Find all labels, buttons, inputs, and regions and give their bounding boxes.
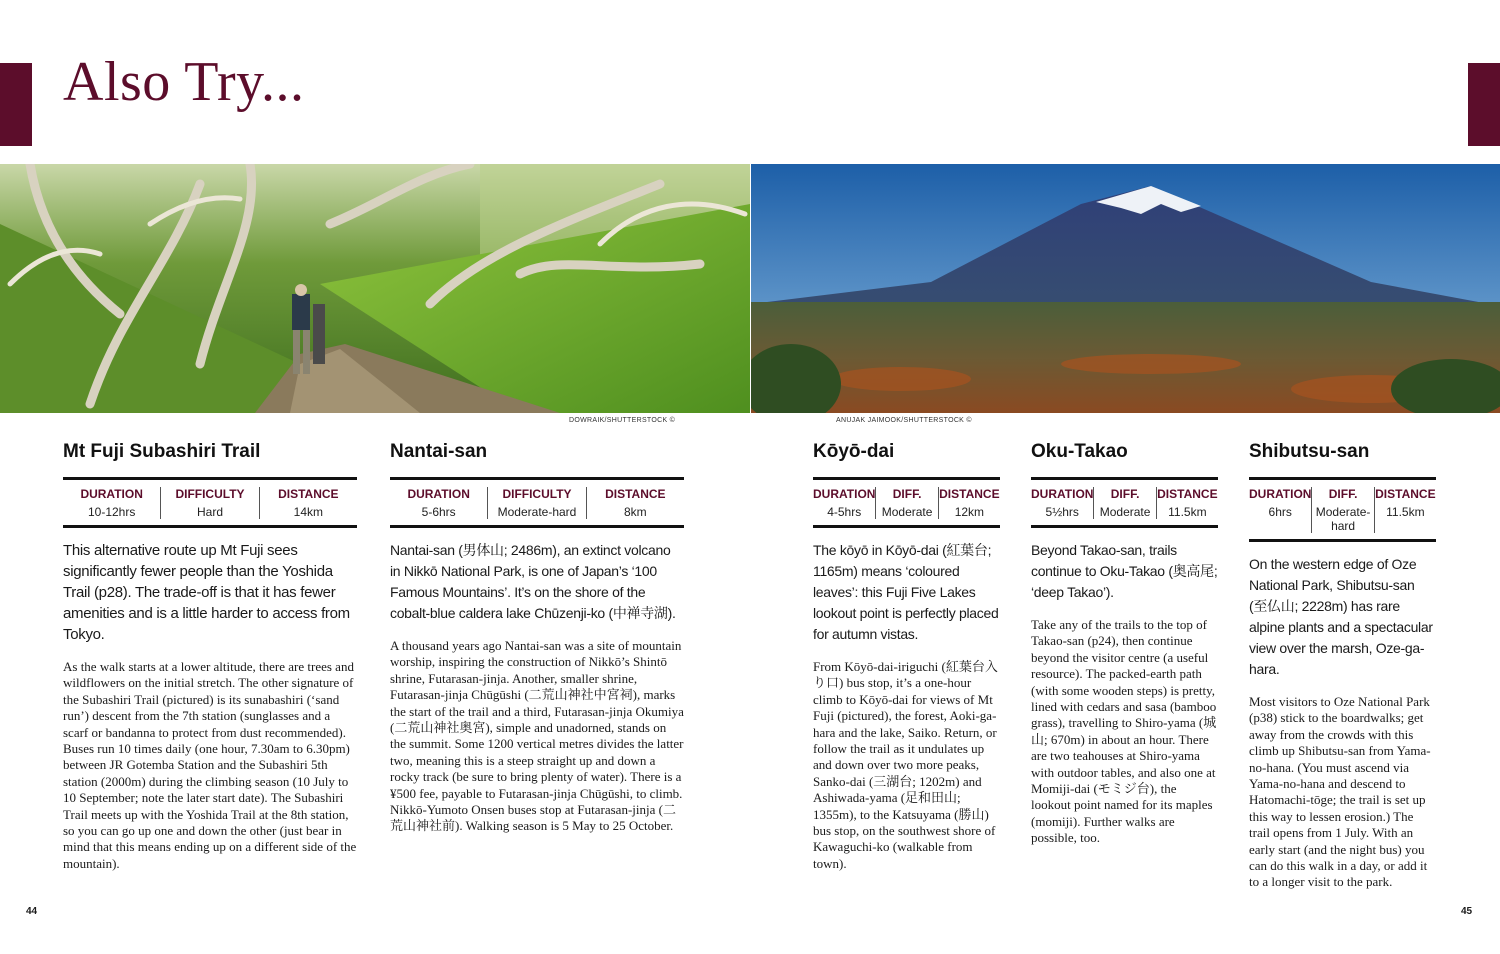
page-title: Also Try... bbox=[63, 51, 305, 113]
trail-body: From Kōyō-dai-iriguchi (紅葉台入り口) bus stop, it’s a one-hour climb to Kōyō-dai for views of Mt Fuji (pictured), the forest, Aoki-ga-hara and the lake, Saiko. Return, or follow the trail as it undulates up and down over two more peaks, Sanko-dai (三湖台; 1202m) and Ashiwada-yama (足和田山; 1355m), to the Katsuyama (勝山) bus stop, on the southwest shore of Kawaguchi-ko (walkable from town). bbox=[813, 659, 998, 871]
trail-body: A thousand years ago Nantai-san was a site of mountain worship, inspiring the construction of Nikkō’s Shintō shrine, Futarasan-jinja. Another, smaller shrine, Futarasan-jinja Chūgūshi (二荒山神社中宮祠), marks the start of the trail and a third, Futarasan-jinja Okumiya (二荒山神社奥宮), simple and unadorned, stands on the summit. Some 1200 vertical metres divides the latter two, meaning this is a steep straight up and down a rocky track (be sure to bring plenty of water). There is a ¥500 fee, payable to Futarasan-jinja Chūgūshi, to climb. Nikkō-Yumoto Onsen buses stop at Futarasan-jinja (二荒山神社前). Walking season is 5 May to 25 October. bbox=[390, 638, 684, 834]
photo-subashiri-trail bbox=[0, 164, 750, 413]
trail-stats bbox=[63, 477, 357, 528]
stat-distance: DISTANCE 11.5km bbox=[1375, 487, 1436, 519]
stat-difficulty: DIFF. Moderate bbox=[876, 487, 938, 519]
trail-stats bbox=[813, 477, 1000, 528]
photo-mt-fuji bbox=[751, 164, 1500, 413]
photo-credit-right: ANUJAK JAIMOOK/SHUTTERSTOCK © bbox=[836, 417, 972, 424]
trail-subashiri bbox=[63, 440, 357, 872]
trail-title: Mt Fuji Subashiri Trail bbox=[63, 441, 261, 462]
stat-distance: DISTANCE 12km bbox=[939, 487, 1000, 519]
trail-stats bbox=[390, 477, 684, 528]
trail-stats bbox=[1249, 477, 1436, 542]
stat-duration: DURATION 5½hrs bbox=[1031, 487, 1094, 519]
page-number-left: 44 bbox=[26, 906, 38, 917]
trail-title: Oku-Takao bbox=[1031, 441, 1128, 462]
trail-stats bbox=[1031, 477, 1218, 528]
trail-title: Shibutsu-san bbox=[1249, 441, 1370, 462]
trail-shibutsu-san bbox=[1249, 440, 1436, 891]
trail-title: Kōyō-dai bbox=[813, 441, 895, 462]
trail-intro: Nantai-san (男体山; 2486m), an extinct volcano in Nikkō National Park, is one of Japan’s ‘100 Famous Mountains’. It’s on the shore of the cobalt-blue caldera lake Chūzenji-ko (中禅寺湖). bbox=[390, 542, 676, 621]
stat-distance: DISTANCE 11.5km bbox=[1157, 487, 1218, 519]
section-tab-right bbox=[1468, 63, 1500, 146]
stat-duration: DURATION 5-6hrs bbox=[390, 487, 488, 519]
stat-distance: DISTANCE 14km bbox=[278, 487, 339, 519]
stat-duration: DURATION 10-12hrs bbox=[63, 487, 161, 519]
trail-body: Most visitors to Oze National Park (p38) stick to the boardwalks; get away from the crowds with this climb up Shibutsu-san from Yama-no-hana. (You must ascend via Yama-no-hana and descend to Hatomachi-tōge; the trail is set up this way to lessen erosion.) The trail opens from 1 July. With an early start (and the night bus) you can do this walk in a day, or add it to a longer visit to the park. bbox=[1249, 694, 1431, 890]
stat-difficulty: DIFFICULTY Moderate-hard bbox=[488, 487, 586, 519]
trail-koyo-dai bbox=[813, 440, 1000, 872]
trail-title: Nantai-san bbox=[390, 441, 488, 462]
photo-credit-left: DOWRAIK/SHUTTERSTOCK © bbox=[569, 417, 676, 424]
trail-intro: On the western edge of Oze National Park, Shibutsu-san (至仏山; 2228m) has rare alpine plants and a spectacular view over the marsh, Oze-ga-hara. bbox=[1249, 556, 1433, 677]
trail-body: Take any of the trails to the top of Takao-san (p24), then continue beyond the visitor centre (a useful resource). The packed-earth path (with some wooden steps) is pretty, lined with cedars and sasa (bamboo grass), travelling to Shiro-yama (城山; 670m) in about an hour. There are two teahouses at Shiro-yama with outdoor tables, and also one at Momiji-dai (モミジ台), the lookout point named for its maples (momiji). Further walks are possible, too. bbox=[1031, 617, 1217, 846]
stat-difficulty: DIFF. Moderate bbox=[1094, 487, 1156, 519]
trail-oku-takao bbox=[1031, 440, 1218, 847]
trail-intro: This alternative route up Mt Fuji sees significantly fewer people than the Yoshida Trail (p28). The trade-off is that it has fewer amenities and is a little harder to access from Tokyo. bbox=[63, 542, 350, 643]
trail-intro: Beyond Takao-san, trails continue to Oku-Takao (奥高尾; ‘deep Takao’). bbox=[1031, 542, 1218, 600]
trail-nantai-san bbox=[390, 440, 684, 835]
stat-duration: DURATION 4-5hrs bbox=[813, 487, 876, 519]
stat-duration: DURATION 6hrs bbox=[1249, 487, 1312, 533]
stat-distance: DISTANCE 8km bbox=[605, 487, 666, 519]
stat-difficulty: DIFF. Moderate-hard bbox=[1312, 487, 1374, 533]
trail-body: As the walk starts at a lower altitude, there are trees and wildflowers on the initial stretch. The other signature of the Subashiri Trail (pictured) is its sunabashiri (‘sand run’) descent from the 7th station (sunglasses and a scarf or bandanna to protect from dust recommended). Buses run 10 times daily (one hour, 7.30am to 6.30pm) between JR Gotemba Station and the Subashiri 5th station (2000m) during the climbing season (10 July to 10 September; note the later start date). The Subashiri Trail meets up with the Yoshida Trail at the 8th station, so you can go up one and down the other (just bear in mind that this means ending up on a different side of the mountain). bbox=[63, 659, 357, 871]
trail-intro: The kōyō in Kōyō-dai (紅葉台; 1165m) means ‘coloured leaves’: this Fuji Five Lakes lookout point is perfectly placed for autumn vistas. bbox=[813, 542, 999, 642]
stat-difficulty: DIFFICULTY Hard bbox=[161, 487, 259, 519]
page-number-right: 45 bbox=[1461, 906, 1473, 917]
section-tab-left bbox=[0, 63, 32, 146]
